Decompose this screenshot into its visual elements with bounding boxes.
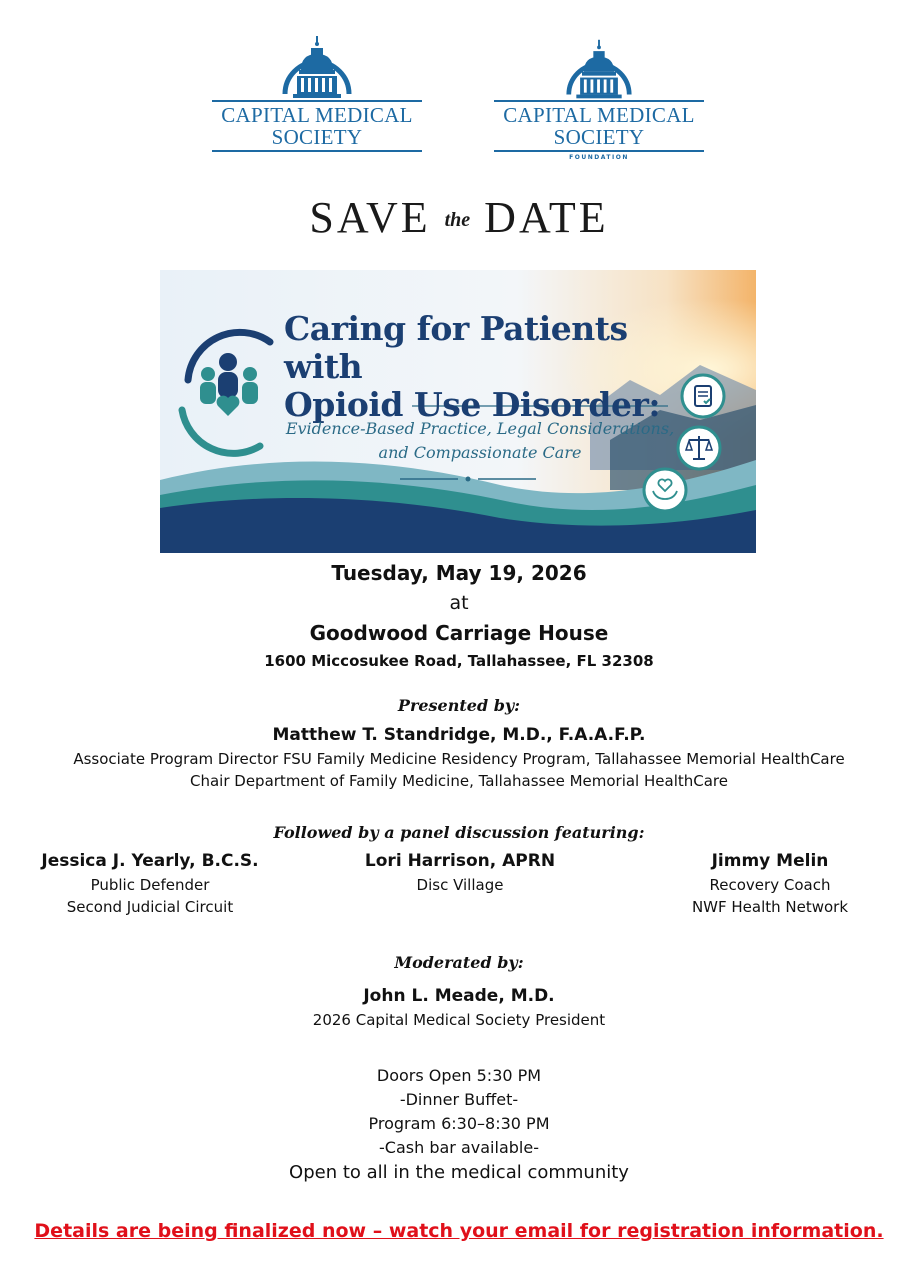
- moderator-name: John L. Meade, M.D.: [363, 986, 555, 1006]
- capitol-dome-icon: [277, 32, 357, 104]
- panelist-name: Jimmy Melin: [711, 851, 829, 871]
- capital-medical-society-logo: [208, 32, 426, 152]
- registration-notice: Details are being finalized now – watch your email for registration information.: [34, 1220, 884, 1242]
- event-venue: Goodwood Carriage House: [309, 621, 609, 645]
- presenter-role-2: Chair Department of Family Medicine, Tallahassee Memorial HealthCare: [190, 772, 728, 790]
- panelist-line: Second Judicial Circuit: [66, 898, 234, 916]
- panelist-1: [0, 850, 300, 918]
- panelist-line: Public Defender: [90, 876, 210, 894]
- event-banner: [160, 270, 756, 553]
- date-word: DATE: [484, 193, 609, 242]
- banner-subtitle-line2: and Compassionate Care: [378, 443, 582, 462]
- presenter-name: Matthew T. Standridge, M.D., F.A.A.F.P.: [272, 725, 646, 745]
- moderated-by-label: Moderated by:: [394, 953, 524, 972]
- panelist-name: Jessica J. Yearly, B.C.S.: [41, 851, 259, 871]
- presenter-role-1: Associate Program Director FSU Family Medicine Residency Program, Tallahassee Memorial HealthCare: [73, 750, 845, 768]
- panelist-line: Disc Village: [416, 876, 504, 894]
- schedule-item: Doors Open 5:30 PM: [376, 1066, 542, 1085]
- schedule-item: -Dinner Buffet-: [399, 1090, 519, 1109]
- moderator-role: 2026 Capital Medical Society President: [312, 1011, 606, 1029]
- logo-rule: [494, 100, 704, 102]
- banner-subtitle-line1: Evidence-Based Practice, Legal Considerations,: [285, 419, 675, 438]
- banner-title: [284, 310, 684, 424]
- schedule-item: -Cash bar available-: [379, 1138, 539, 1157]
- the-word: the: [444, 209, 471, 231]
- schedule-item: Program 6:30–8:30 PM: [368, 1114, 550, 1133]
- logo-foundation-label: FOUNDATION: [569, 154, 629, 161]
- logo-name-line2: SOCIETY: [271, 125, 363, 149]
- panelist-3: [620, 850, 918, 918]
- event-address: 1600 Miccosukee Road, Tallahassee, FL 32308: [264, 652, 654, 670]
- clipboard-icon: [680, 373, 726, 419]
- logo-rule: [212, 150, 422, 152]
- banner-title-line2: Opioid Use Disorder:: [284, 385, 661, 424]
- capital-medical-society-foundation-logo: [490, 36, 708, 161]
- event-at: at: [449, 592, 469, 614]
- schedule: [0, 1064, 918, 1160]
- panelist-line: NWF Health Network: [691, 898, 849, 916]
- capitol-dome-icon: [559, 36, 639, 104]
- presented-by-label: Presented by:: [397, 696, 521, 715]
- caring-hands-heart-icon: [642, 467, 688, 513]
- panelist-name: Lori Harrison, APRN: [364, 851, 556, 871]
- logo-name-line1: CAPITAL MEDICAL: [221, 103, 413, 127]
- panelist-line: Recovery Coach: [709, 876, 831, 894]
- logo-name-line1: CAPITAL MEDICAL: [503, 103, 695, 127]
- logo-rule: [212, 100, 422, 102]
- save-the-date-heading: [0, 192, 918, 243]
- audience-note: Open to all in the medical community: [289, 1162, 629, 1183]
- banner-title-line1: Caring for Patients with: [284, 309, 628, 386]
- banner-subtitle: [275, 417, 685, 465]
- panel-discussion-label: Followed by a panel discussion featuring:: [273, 823, 645, 842]
- logo-rule: [494, 150, 704, 152]
- logo-name-line2: SOCIETY: [553, 125, 645, 149]
- save-word: SAVE: [309, 193, 431, 242]
- panelist-2: [310, 850, 610, 896]
- event-date: Tuesday, May 19, 2026: [331, 561, 587, 585]
